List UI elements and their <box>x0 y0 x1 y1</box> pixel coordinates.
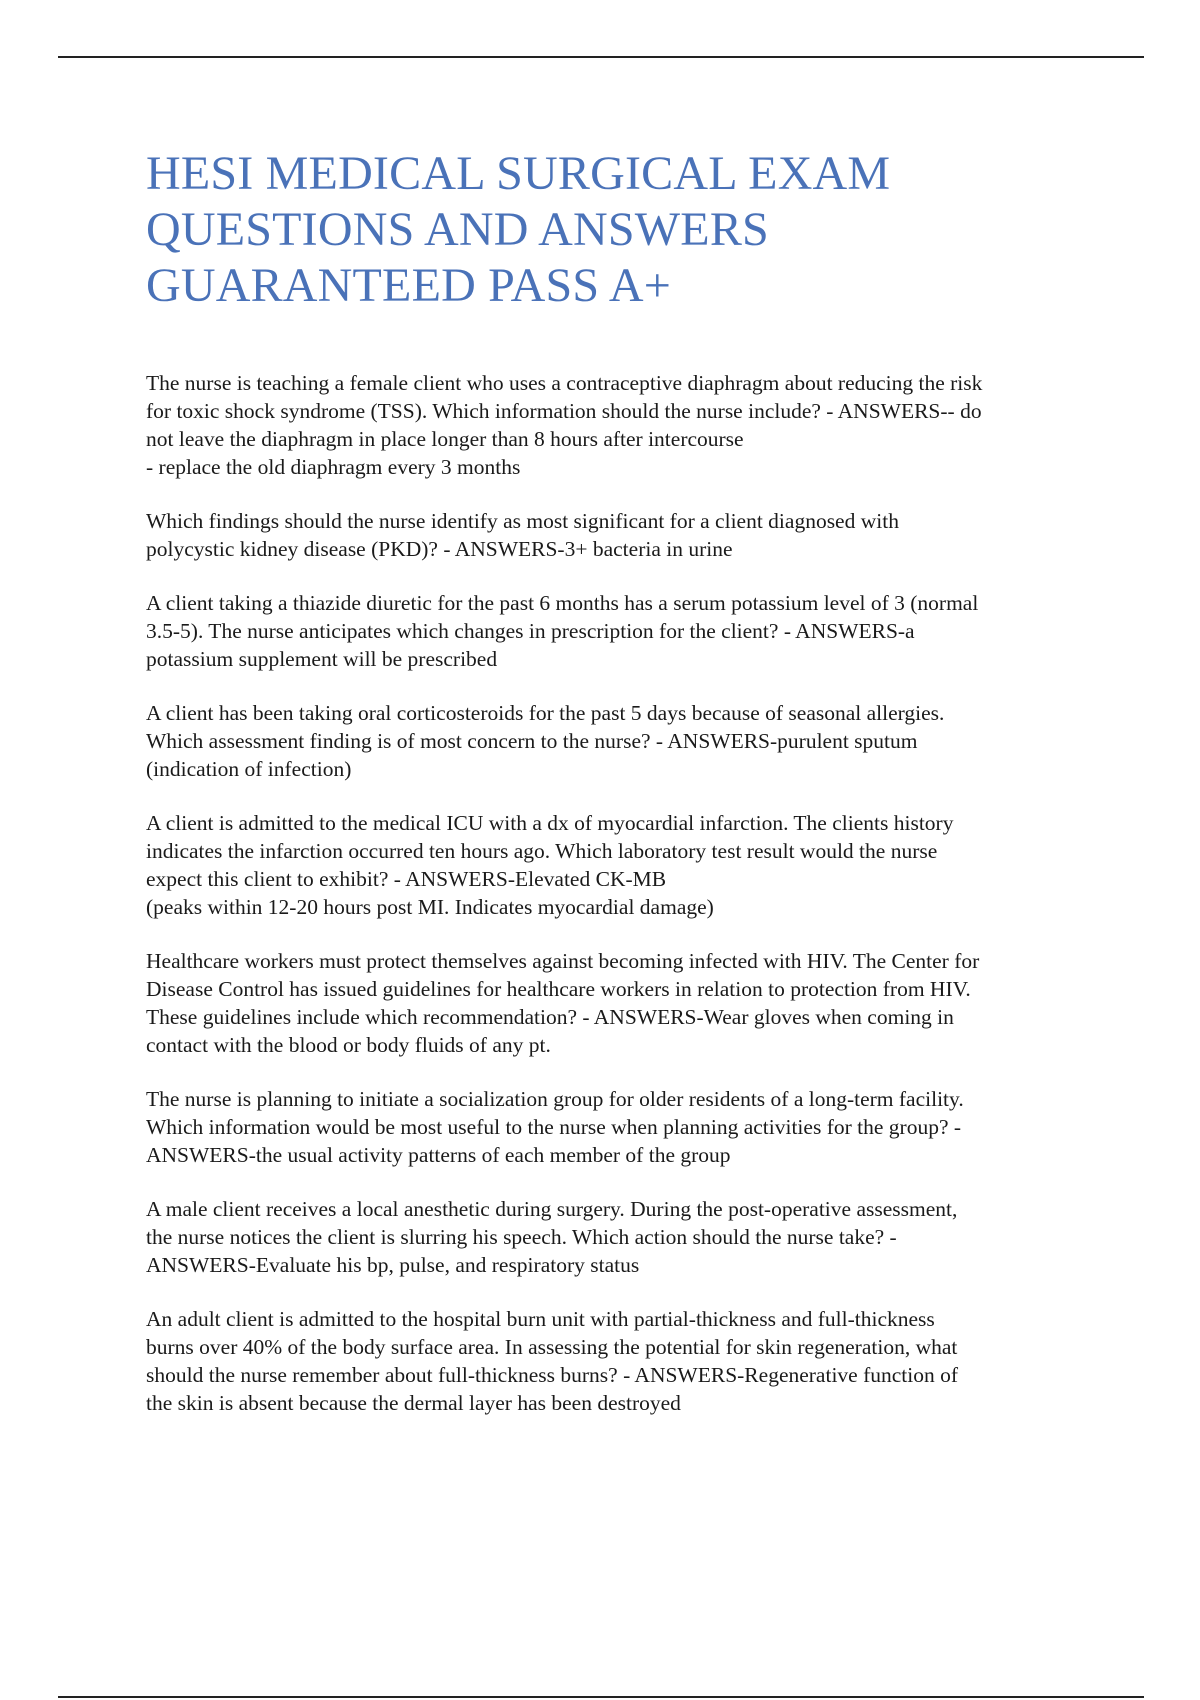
qa-line: should the nurse remember about full-thickness burns? - ANSWERS-Regenerative function of <box>146 1363 959 1387</box>
qa-line: - replace the old diaphragm every 3 months <box>146 455 521 479</box>
qa-line: not leave the diaphragm in place longer than 8 hours after intercourse <box>146 427 744 451</box>
qa-item <box>146 1195 1106 1279</box>
qa-line: polycystic kidney disease (PKD)? - ANSWERS-3+ bacteria in urine <box>146 537 733 561</box>
qa-item <box>146 507 1106 563</box>
qa-item <box>146 589 1106 673</box>
qa-line: Which information would be most useful to the nurse when planning activities for the group? - <box>146 1115 962 1139</box>
qa-line: A client has been taking oral corticosteroids for the past 5 days because of seasonal allergies. <box>146 701 945 725</box>
qa-line: Disease Control has issued guidelines for healthcare workers in relation to protection from HIV. <box>146 977 971 1001</box>
qa-line: A male client receives a local anesthetic during surgery. During the post-operative assessment, <box>146 1197 958 1221</box>
qa-line: indicates the infarction occurred ten hours ago. Which laboratory test result would the nurse <box>146 839 938 863</box>
qa-line: contact with the blood or body fluids of any pt. <box>146 1033 551 1057</box>
qa-line: for toxic shock syndrome (TSS). Which information should the nurse include? - ANSWERS-- do <box>146 399 982 423</box>
qa-line: (peaks within 12-20 hours post MI. Indicates myocardial damage) <box>146 895 714 919</box>
qa-line: A client is admitted to the medical ICU with a dx of myocardial infarction. The clients history <box>146 811 954 835</box>
qa-line: 3.5-5). The nurse anticipates which changes in prescription for the client? - ANSWERS-a <box>146 619 915 643</box>
qa-item <box>146 947 1106 1059</box>
bottom-divider <box>58 1696 1144 1698</box>
qa-line: A client taking a thiazide diuretic for the past 6 months has a serum potassium level of 3 (normal <box>146 591 979 615</box>
qa-line: potassium supplement will be prescribed <box>146 647 498 671</box>
qa-line: ANSWERS-Evaluate his bp, pulse, and respiratory status <box>146 1253 640 1277</box>
question-answer-list <box>146 369 1106 1443</box>
qa-line: (indication of infection) <box>146 757 352 781</box>
qa-line: The nurse is planning to initiate a socialization group for older residents of a long-term facility. <box>146 1087 964 1111</box>
top-divider <box>58 56 1144 58</box>
qa-item <box>146 369 1106 481</box>
qa-item <box>146 1305 1106 1417</box>
qa-line: expect this client to exhibit? - ANSWERS-Elevated CK-MB <box>146 867 667 891</box>
qa-line: Which assessment finding is of most concern to the nurse? - ANSWERS-purulent sputum <box>146 729 918 753</box>
qa-line: Which findings should the nurse identify as most significant for a client diagnosed with <box>146 509 899 533</box>
qa-line: The nurse is teaching a female client who uses a contraceptive diaphragm about reducing the risk <box>146 371 983 395</box>
qa-line: burns over 40% of the body surface area. In assessing the potential for skin regeneration, what <box>146 1335 958 1359</box>
document-title <box>146 146 1046 314</box>
qa-line: ANSWERS-the usual activity patterns of each member of the group <box>146 1143 731 1167</box>
qa-line: the skin is absent because the dermal layer has been destroyed <box>146 1391 681 1415</box>
qa-line: Healthcare workers must protect themselves against becoming infected with HIV. The Center for <box>146 949 980 973</box>
title-line: QUESTIONS AND ANSWERS <box>146 203 769 256</box>
qa-item <box>146 699 1106 783</box>
qa-item <box>146 809 1106 921</box>
title-line: HESI MEDICAL SURGICAL EXAM <box>146 147 891 200</box>
title-line: GUARANTEED PASS A+ <box>146 259 671 312</box>
qa-line: the nurse notices the client is slurring his speech. Which action should the nurse take? - <box>146 1225 897 1249</box>
qa-line: These guidelines include which recommendation? - ANSWERS-Wear gloves when coming in <box>146 1005 954 1029</box>
qa-line: An adult client is admitted to the hospital burn unit with partial-thickness and full-thickness <box>146 1307 935 1331</box>
qa-item <box>146 1085 1106 1169</box>
